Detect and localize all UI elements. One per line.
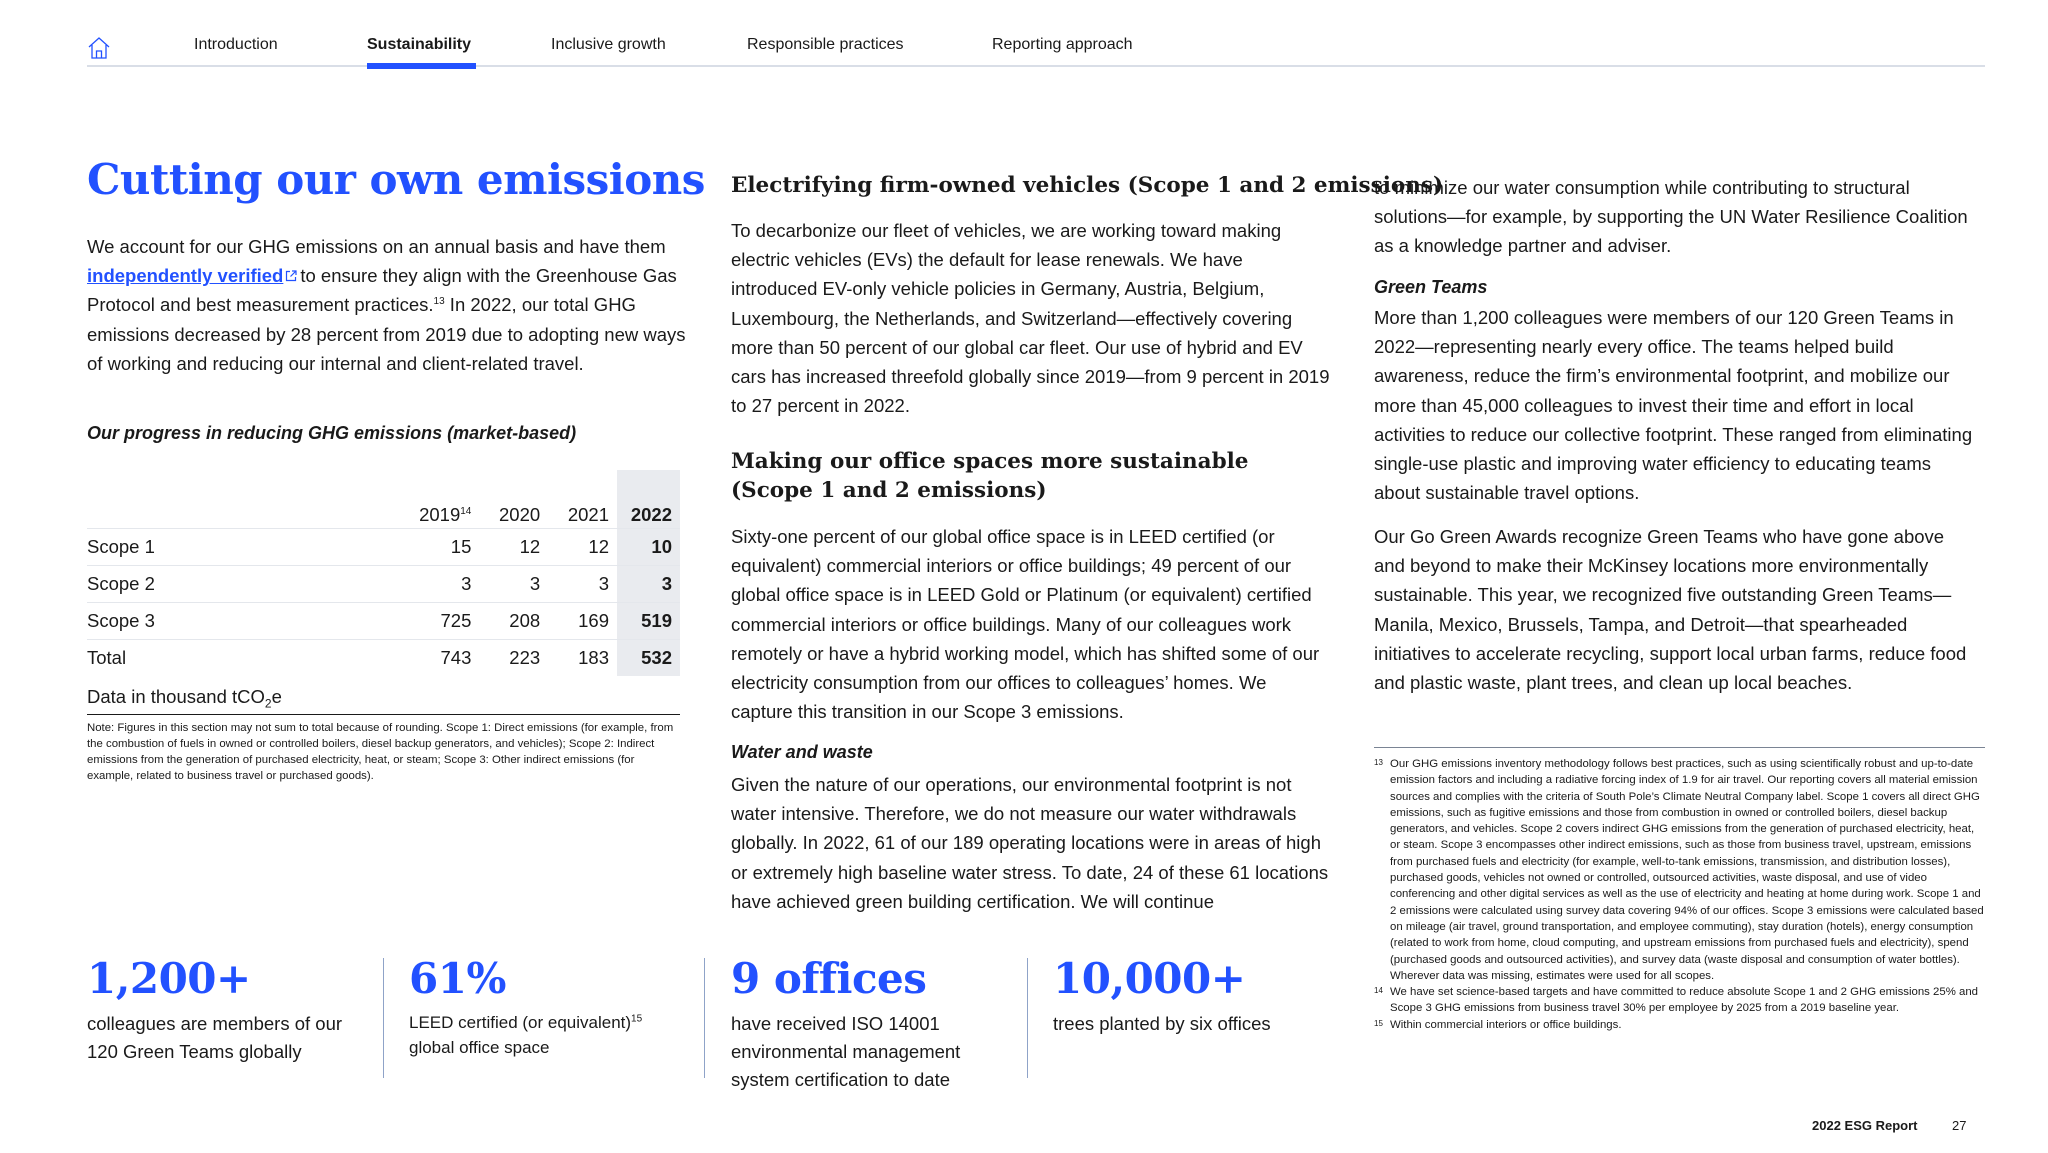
table-header-2022: 2022 xyxy=(617,470,680,529)
stat-description: LEED certified (or equivalent)$^{15}$ global office space xyxy=(409,1013,643,1057)
table-header-blank xyxy=(87,470,395,529)
water-paragraph: Given the nature of our operations, our environmental footprint is not water intensive. Therefore, we do not measure our water withdrawals globally. In 2022, 61 of our 189 operating locations were in areas of high or extremely high baseline water stress. To date, 24 of these 61 locations have achieved green building certification. We will continue xyxy=(731,774,1329,912)
external-link-icon[interactable] xyxy=(285,270,297,282)
row-label: Scope 1 xyxy=(87,536,155,557)
green-teams-paragraph: More than 1,200 colleagues were members of our 120 Green Teams in 2022—representing nearly every office. The teams helped build awareness, reduce the firm’s environmental footprint, and mobilize our more than 45,000 colleagues to invest their time and effort in local activities to reduce our collective footprint. These ranged from eliminating single-use plastic and improving water efficiency to educating teams about sustainable travel options. xyxy=(1374,307,1973,504)
independently-verified-link[interactable]: independently verified xyxy=(87,265,284,287)
intro-text-middle: to ensure they align with the Greenhouse Gas Protocol and best measurement practices. xyxy=(87,265,677,316)
water-heading: Water and waste xyxy=(731,742,873,762)
stat-iso-offices xyxy=(731,954,1001,1090)
stat-description: trees planted by six offices xyxy=(1053,1013,1271,1034)
footnote-ref-14: 14 xyxy=(460,505,472,517)
table-cell-highlight: 3 xyxy=(617,566,680,603)
stat-divider xyxy=(704,958,705,1078)
table-cell: 12 xyxy=(519,536,541,557)
footnote-15: 15 Within commercial interiors or office buildings. xyxy=(1374,1018,1622,1031)
intro-text-start: We account for our GHG emissions on an annual basis and have them xyxy=(87,236,666,257)
table-row xyxy=(87,603,680,640)
stat-divider xyxy=(383,958,384,1078)
table-unit-label: Data in thousand tCO$_2$e xyxy=(87,686,680,715)
offices-heading: Making our office spaces more sustainable (Scope 1 and 2 emissions) xyxy=(731,449,1249,503)
footnote-ref-13: 13 xyxy=(433,296,445,308)
table-cell: 15 xyxy=(450,536,472,557)
table-row xyxy=(87,566,680,603)
row-label: Scope 2 xyxy=(87,573,155,594)
tab-responsible-practices[interactable]: Responsible practices xyxy=(747,36,904,53)
table-cell: 743 xyxy=(440,647,472,668)
top-navigation xyxy=(87,28,1985,68)
footnote-ref-15: 15 xyxy=(631,1013,643,1025)
page-number: 27 xyxy=(1952,1118,1967,1133)
table-cell: 3 xyxy=(461,573,472,594)
stat-green-teams xyxy=(87,954,357,1078)
table-cell-highlight: 532 xyxy=(617,640,680,677)
footnotes xyxy=(1374,756,1985,1033)
footer-report-name: 2022 ESG Report xyxy=(1812,1118,1918,1133)
intro-text-end: In 2022, our total GHG emissions decreased by 28 percent from 2019 due to adopting new ways of working and reducing our internal and client-related travel. xyxy=(87,294,686,374)
tab-sustainability[interactable]: Sustainability xyxy=(367,36,472,53)
table-cell: 208 xyxy=(509,610,541,631)
vehicles-paragraph: To decarbonize our fleet of vehicles, we are working toward making electric vehicles (EVs) the default for lease renewals. We have introduced EV-only vehicle policies in Germany, Austria, Belgium, Luxembourg, the Netherlands, and Switzerland—effectively covering more than 50 percent of our global car fleet. Our use of hybrid and EV cars has increased threefold globally since 2019—from 9 percent in 2019 to 27 percent in 2022. xyxy=(731,220,1330,417)
row-label: Total xyxy=(87,647,127,668)
stat-number: 10,000+ xyxy=(1053,954,1246,1003)
table-cell-highlight: 519 xyxy=(617,603,680,640)
table-header-row xyxy=(87,470,680,529)
stat-trees xyxy=(1053,954,1343,1078)
green-teams-heading: Green Teams xyxy=(1374,277,1488,297)
table-note: Note: Figures in this section may not sum to total because of rounding. Scope 1: Direct emissions (for example, from the combustion of fuels in owned or controlled boilers, diesel backup generators, and vehicles); Scope 2: Indirect emissions from the generation of purchased electricity, heat, or steam; Scope 3: Other indirect emissions (for example, related to business travel or purchased goods). xyxy=(87,722,674,782)
intro-paragraph xyxy=(87,232,687,378)
stat-number: 9 offices xyxy=(731,954,927,1003)
table-cell-highlight: 10 xyxy=(617,529,680,566)
table-cell: 3 xyxy=(598,573,609,594)
footnote-14: 14 We have set science-based targets and have committed to reduce absolute Scope 1 and 2 GHG emissions 25% and Scope 3 GHG emissions from business travel 30% per employee by 2025 from a 2019 baseline year. xyxy=(1374,986,1979,1015)
stat-description: colleagues are members of our 120 Green Teams globally xyxy=(87,1013,343,1062)
table-heading: Our progress in reducing GHG emissions (market-based) xyxy=(87,423,577,443)
stat-number: 61% xyxy=(409,954,506,1003)
stat-description: have received ISO 14001 environmental management system certification to date xyxy=(731,1013,961,1090)
table-cell: 169 xyxy=(578,610,609,631)
home-icon[interactable] xyxy=(87,36,111,60)
vehicles-heading: Electrifying firm-owned vehicles (Scope 1 and 2 emissions) xyxy=(731,173,1444,198)
active-tab-indicator xyxy=(367,63,476,69)
page-title: Cutting our own emissions xyxy=(87,155,705,204)
table-cell: 725 xyxy=(440,610,472,631)
tab-reporting-approach[interactable]: Reporting approach xyxy=(992,36,1133,53)
table-cell: 12 xyxy=(588,536,609,557)
stat-number: 1,200+ xyxy=(87,954,251,1003)
footnote-13: 13 Our GHG emissions inventory methodology follows best practices, such as using scientifically robust and up-to-date emission factors and including a radiative forcing index of 1.9 for air travel. Our reporting covers all material emission sources and complies with the criteria of South Pole’s Climate Neutral Company label. Scope 1 covers all direct GHG emissions, such as fugitive emissions and those from combustion in owned or controlled boilers, diesel backup generators, and vehicles. Scope 2 covers indirect GHG emissions from the generation of purchased electricity, heat, or steam. Scope 3 encompasses other indirect emissions, such as those from business travel, upstream, emissions from purchased fuels and electricity (for example, well-to-tank emissions, transmission, and distribution losses), purchased goods, vehicles not owned or controlled, outsourced activities, waste disposal, and use of video conferencing and other digital services as well as the use of electricity and heating at home during work. Scope 1 and 2 emissions were calculated using survey data covering 94% of our offices. Scope 3 emissions were calculated based on mileage (air travel, ground transportation, and employee commuting), stay duration (hotels), energy consumption (related to work from home, cloud computing, and upstream emissions from purchased fuels and electricity), spend (purchased goods and outsourced activities), and survey data (waste disposal and consumption of water bottles). Wherever data was missing, estimates were used for all scopes. xyxy=(1374,758,1984,982)
row-label: Scope 3 xyxy=(87,610,155,631)
table-row xyxy=(87,640,680,677)
table-row xyxy=(87,529,680,566)
stat-divider xyxy=(1027,958,1028,1078)
awards-paragraph: Our Go Green Awards recognize Green Teams who have gone above and beyond to make their McKinsey locations more environmentally sustainable. This year, we recognized five outstanding Green Teams—Manila, Mexico, Brussels, Tampa, and Detroit—that spearheaded initiatives to accelerate recycling, support local urban farms, reduce food and plastic waste, plant trees, and clean up local beaches. xyxy=(1374,526,1967,694)
stat-leed xyxy=(409,954,679,1078)
table-cell: 3 xyxy=(529,573,541,594)
table-header-2019: 2019$^{14}$ xyxy=(419,504,472,525)
tab-introduction[interactable]: Introduction xyxy=(194,36,278,53)
tab-inclusive-growth[interactable]: Inclusive growth xyxy=(551,36,666,53)
water-paragraph-continued: to minimize our water consumption while contributing to structural solutions—for example, by supporting the UN Water Resilience Coalition as a knowledge partner and adviser. xyxy=(1374,177,1968,257)
offices-paragraph: Sixty-one percent of our global office space is in LEED certified (or equivalent) commercial interiors or office buildings; 49 percent of our global office space is in LEED Gold or Platinum (or equivalent) certified commercial interiors or office buildings. Many of our colleagues work remotely or have a hybrid working model, which has shifted some of our electricity consumption from our offices to colleagues’ homes. We capture this transition in our Scope 3 emissions. xyxy=(731,526,1320,723)
footnote-divider xyxy=(1374,747,1985,748)
table-header-2021: 2021 xyxy=(567,504,609,525)
emissions-table xyxy=(87,470,680,676)
table-cell: 223 xyxy=(509,647,541,668)
table-cell: 183 xyxy=(578,647,609,668)
table-header-2020: 2020 xyxy=(499,504,541,525)
